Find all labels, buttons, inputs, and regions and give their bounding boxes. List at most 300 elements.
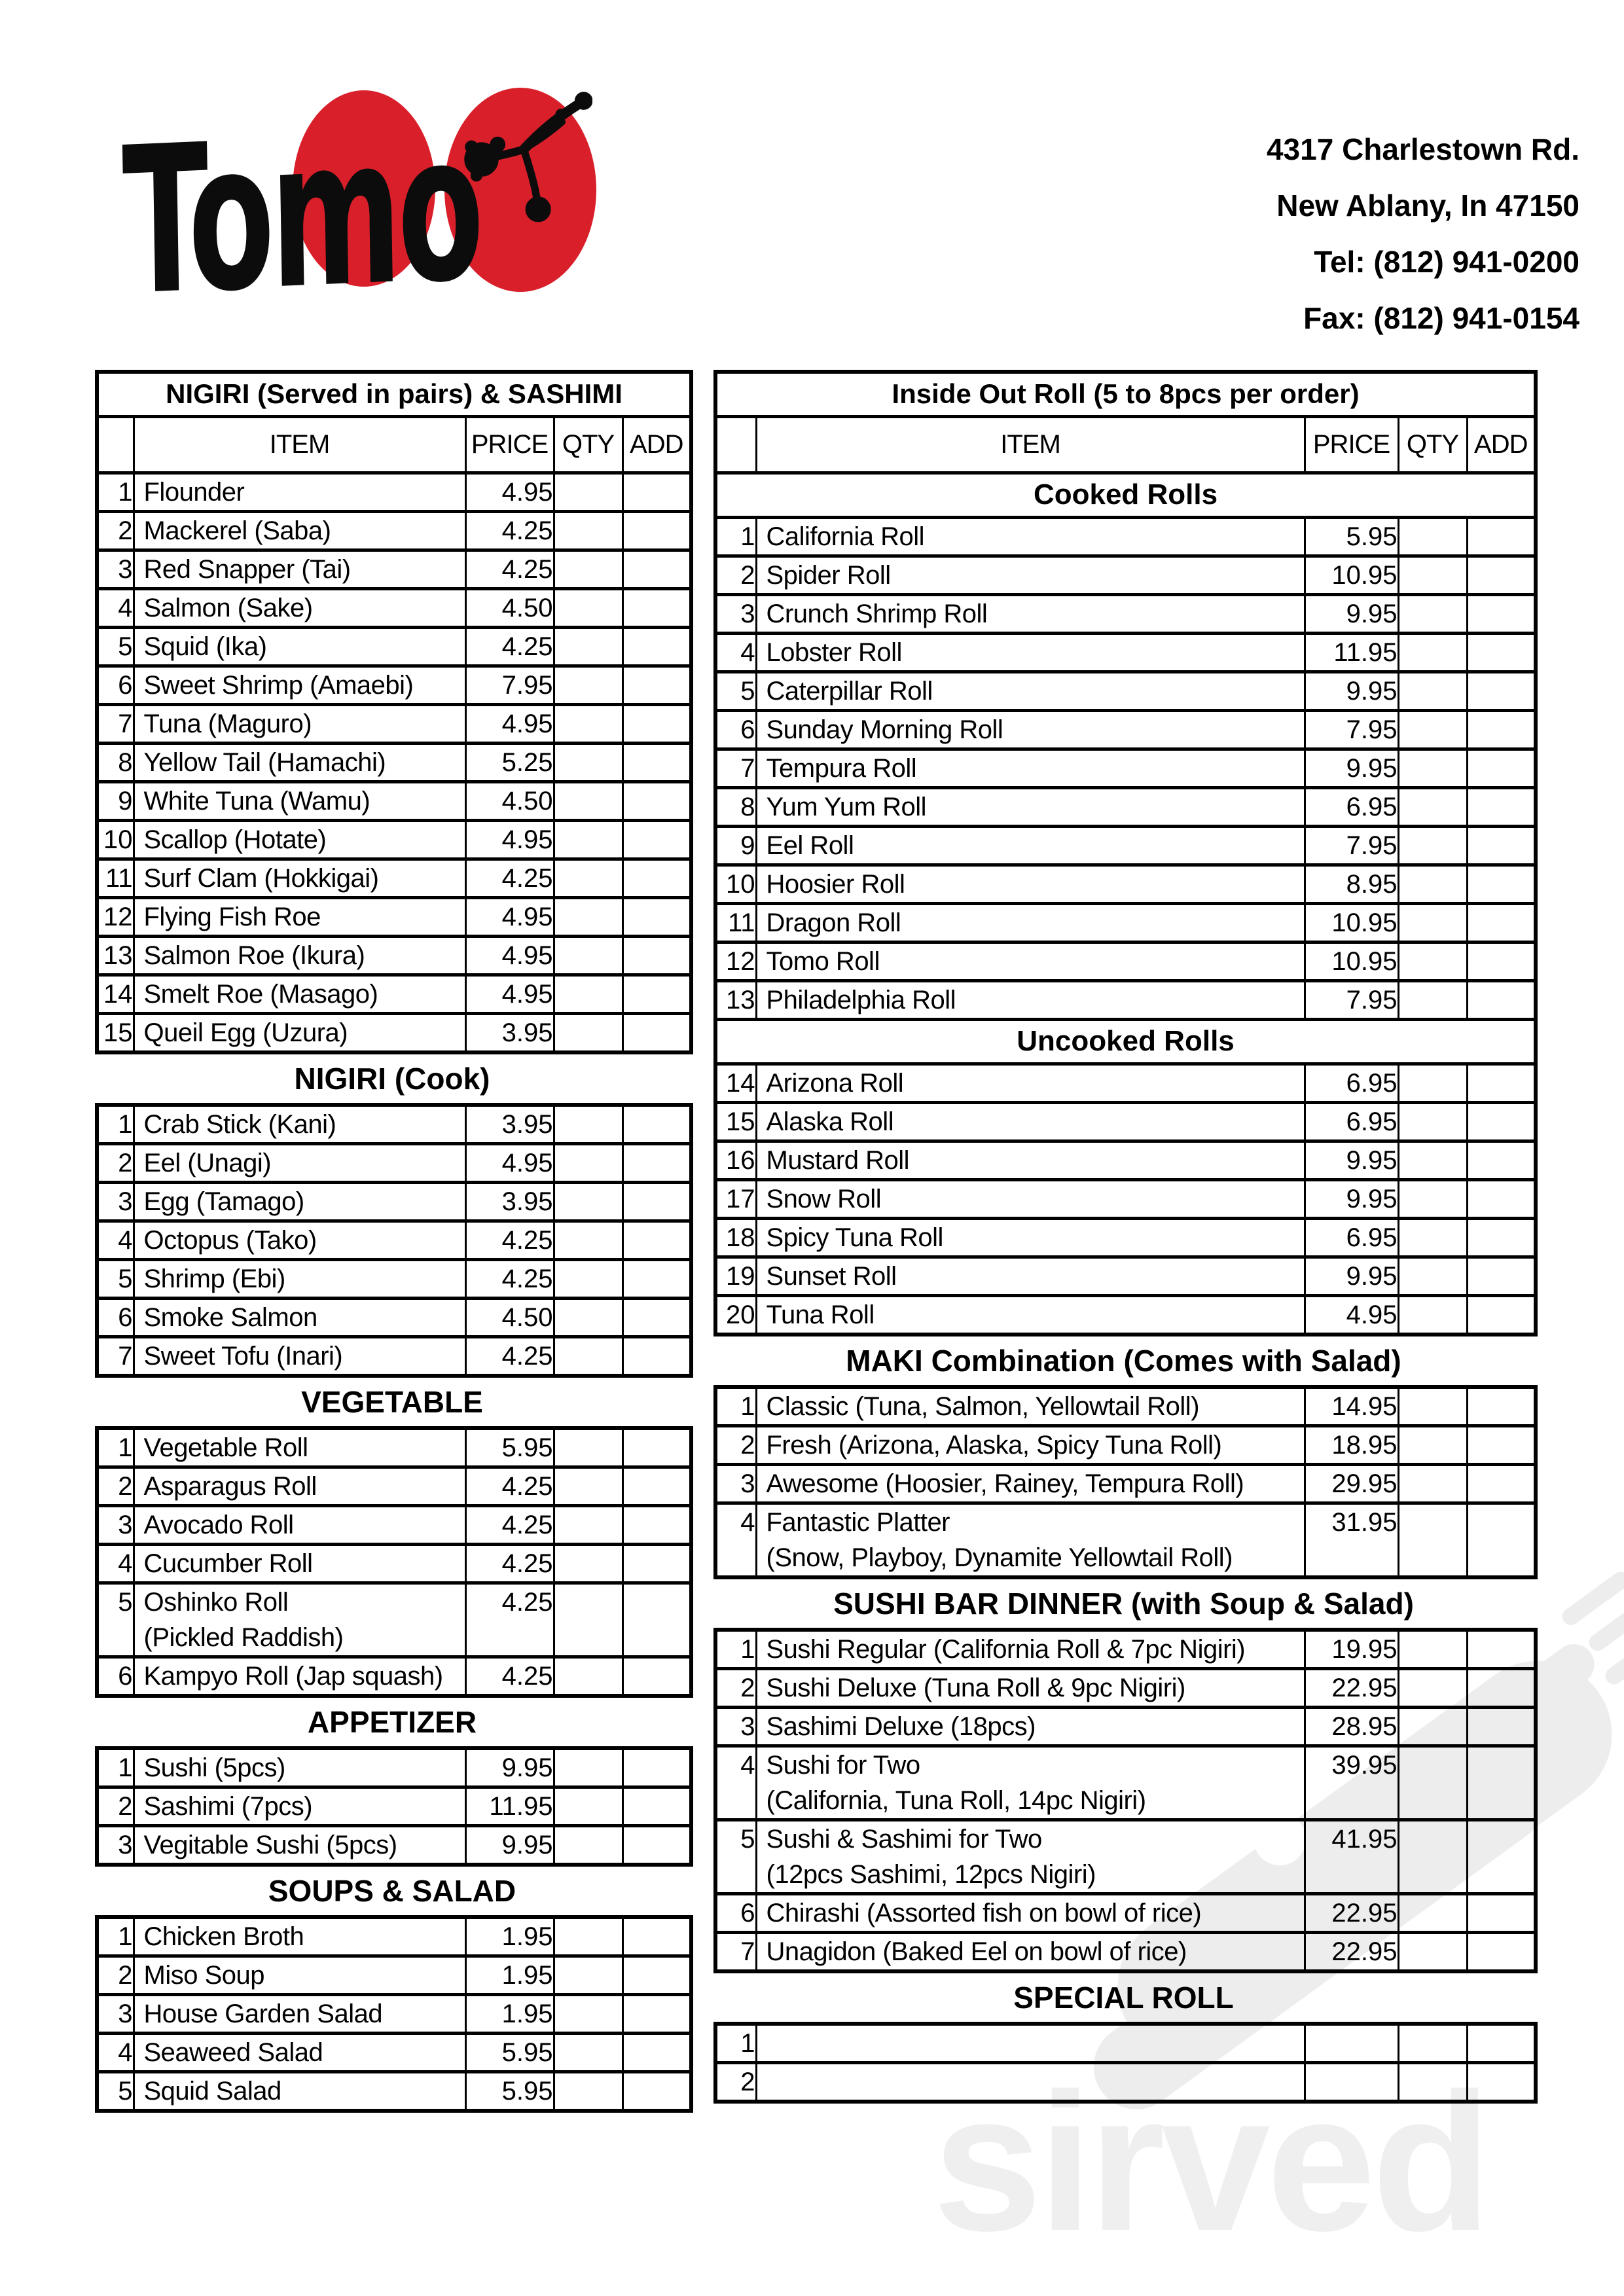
item-cell: [756, 633, 1305, 672]
item-cell: [756, 1218, 1305, 1257]
item-name: Crab Stick (Kani): [143, 1109, 336, 1139]
row-number-cell: 3: [715, 1464, 756, 1503]
menu-row: [97, 666, 691, 704]
menu-row: [97, 550, 691, 588]
menu-row: [715, 1503, 1536, 1577]
price-cell: 22.95: [1305, 1893, 1398, 1932]
item-cell: [134, 1428, 465, 1467]
item-description: (California, Tuna Roll, 14pc Nigiri): [766, 1785, 1146, 1815]
menu-row: [715, 1257, 1536, 1295]
row-number-cell: 3: [715, 594, 756, 633]
row-number-cell: 2: [715, 1426, 756, 1464]
row-number-cell: 12: [715, 942, 756, 980]
menu-row: [97, 473, 691, 511]
address-block: [1267, 121, 1579, 346]
item-cell: [756, 1464, 1305, 1503]
add-cell: [623, 1825, 691, 1865]
row-number-cell: 13: [715, 980, 756, 1019]
row-number-cell: 4: [97, 588, 134, 627]
item-name: House Garden Salad: [143, 1999, 383, 2028]
qty-cell: [1398, 1179, 1467, 1218]
price-cell: 4.50: [465, 781, 554, 820]
qty-header-cell: QTY: [554, 416, 623, 473]
item-cell: [756, 1179, 1305, 1218]
price-cell: 22.95: [1305, 1932, 1398, 1971]
price-cell: 7.95: [1305, 980, 1398, 1019]
price-cell: 4.95: [1305, 1295, 1398, 1335]
add-cell: [623, 704, 691, 743]
menu-row: [97, 1221, 691, 1259]
add-cell: [623, 1748, 691, 1787]
item-cell: [756, 1668, 1305, 1707]
add-cell: [1467, 594, 1536, 633]
menu-row: [715, 1820, 1536, 1893]
section-title: SPECIAL ROLL: [1013, 1980, 1234, 2015]
price-cell: 4.95: [465, 473, 554, 511]
row-number-cell: 7: [97, 704, 134, 743]
table-box-header: Inside Out Roll (5 to 8pcs per order): [715, 372, 1536, 416]
price-header-cell: PRICE: [1305, 416, 1398, 473]
price-cell: 11.95: [1305, 633, 1398, 672]
row-number-cell: 4: [97, 1221, 134, 1259]
item-name: Sunday Morning Roll: [766, 715, 1003, 744]
menu-row: [97, 2072, 691, 2111]
price-cell: 9.95: [1305, 749, 1398, 787]
column-header-row: [97, 416, 691, 473]
add-cell: [1467, 980, 1536, 1019]
price-cell: 3.95: [465, 1105, 554, 1144]
item-name: Salmon Roe (Ikura): [143, 941, 365, 970]
add-cell: [623, 1105, 691, 1144]
menu-row: [715, 633, 1536, 672]
menu-row: [97, 1748, 691, 1787]
menu-table: [95, 1426, 693, 1698]
item-cell: [756, 1503, 1305, 1577]
price-cell: 1.95: [465, 1917, 554, 1956]
add-cell: [1467, 1503, 1536, 1577]
section-title: SUSHI BAR DINNER (with Soup & Salad): [833, 1586, 1414, 1621]
item-name: Sushi for Two: [766, 1750, 920, 1780]
add-cell: [623, 473, 691, 511]
item-name: Mackerel (Saba): [143, 516, 331, 545]
item-cell: [134, 550, 465, 588]
price-cell: 22.95: [1305, 1668, 1398, 1707]
row-number-cell: 15: [715, 1102, 756, 1141]
item-cell: [756, 1257, 1305, 1295]
item-name: Sashimi (7pcs): [143, 1791, 313, 1821]
menu-row: [715, 1179, 1536, 1218]
item-cell: [756, 826, 1305, 865]
subsection-header: Cooked Rolls: [715, 473, 1536, 517]
item-cell: [134, 859, 465, 897]
menu-row: [97, 1428, 691, 1467]
add-cell: [1467, 1295, 1536, 1335]
add-cell: [623, 820, 691, 859]
add-cell: [623, 897, 691, 936]
add-cell: [1467, 710, 1536, 749]
qty-header-cell: QTY: [1398, 416, 1467, 473]
item-cell: [134, 1657, 465, 1696]
row-number-cell: 5: [97, 627, 134, 666]
menu-row: [97, 1105, 691, 1144]
menu-row: [715, 1218, 1536, 1257]
row-number-cell: 9: [715, 826, 756, 865]
qty-cell: [1398, 556, 1467, 594]
price-cell: 9.95: [1305, 1257, 1398, 1295]
item-name: California Roll: [766, 522, 924, 551]
menu-row: [715, 556, 1536, 594]
subsection-header: Uncooked Rolls: [715, 1019, 1536, 1064]
price-cell: 9.95: [1305, 594, 1398, 633]
item-cell: [756, 1932, 1305, 1971]
price-cell: [1305, 2024, 1398, 2063]
add-cell: [623, 1544, 691, 1583]
item-cell: [134, 1336, 465, 1376]
price-cell: 5.95: [1305, 517, 1398, 556]
row-number-cell: 6: [715, 1893, 756, 1932]
menu-table: [95, 1915, 693, 2113]
item-name: Sashimi Deluxe (18pcs): [766, 1712, 1036, 1741]
add-cell: [1467, 1464, 1536, 1503]
item-description: (12pcs Sashimi, 12pcs Nigiri): [766, 1859, 1096, 1889]
add-cell: [623, 1182, 691, 1221]
price-cell: 4.25: [465, 1259, 554, 1298]
row-number-cell: 15: [97, 1013, 134, 1052]
item-name: Oshinko Roll: [143, 1587, 289, 1617]
menu-row: [715, 1064, 1536, 1102]
row-number-cell: 13: [97, 936, 134, 975]
item-cell: [756, 1820, 1305, 1893]
row-number-cell: 10: [715, 865, 756, 903]
menu-row: [97, 1505, 691, 1544]
price-cell: 10.95: [1305, 942, 1398, 980]
item-cell: [134, 1825, 465, 1865]
item-name: Caterpillar Roll: [766, 676, 933, 706]
menu-row: [715, 1295, 1536, 1335]
menu-row: [97, 1956, 691, 1994]
item-cell: [134, 1182, 465, 1221]
item-name: Yellow Tail (Hamachi): [143, 747, 386, 777]
add-cell: [623, 1336, 691, 1376]
row-number-cell: 1: [97, 1105, 134, 1144]
add-header-cell: ADD: [1467, 416, 1536, 473]
add-cell: [1467, 1257, 1536, 1295]
item-name: Flying Fish Roe: [143, 902, 321, 931]
item-cell: [134, 1544, 465, 1583]
row-number-cell: 5: [97, 1583, 134, 1657]
menu-row: [97, 781, 691, 820]
price-cell: 4.25: [465, 627, 554, 666]
add-cell: [1467, 1218, 1536, 1257]
item-cell: [756, 1387, 1305, 1426]
item-cell: [134, 2072, 465, 2111]
qty-cell: [554, 1259, 623, 1298]
item-cell: [134, 588, 465, 627]
add-cell: [623, 936, 691, 975]
menu-row: [97, 897, 691, 936]
item-name: [757, 2026, 1304, 2061]
section-title: APPETIZER: [307, 1704, 477, 1739]
menu-row: [715, 1102, 1536, 1141]
price-cell: 4.25: [465, 511, 554, 550]
item-name: Sushi Regular (California Roll & 7pc Nigiri): [766, 1634, 1246, 1664]
item-cell: [756, 517, 1305, 556]
row-number-cell: 3: [97, 1825, 134, 1865]
fax-line: Fax: (812) 941-0154: [1303, 301, 1579, 335]
menu-row: [97, 511, 691, 550]
item-name: Asparagus Roll: [143, 1471, 317, 1501]
row-number-cell: 4: [715, 633, 756, 672]
qty-cell: [554, 1105, 623, 1144]
item-name: Miso Soup: [143, 1960, 264, 1990]
qty-cell: [1398, 903, 1467, 942]
row-number-cell: 2: [715, 1668, 756, 1707]
row-number-header-cell: [715, 416, 756, 473]
qty-cell: [554, 1657, 623, 1696]
row-number-cell: 9: [97, 781, 134, 820]
price-cell: 31.95: [1305, 1503, 1398, 1577]
item-name: Spider Roll: [766, 560, 891, 590]
add-cell: [623, 666, 691, 704]
item-name: Queil Egg (Uzura): [143, 1018, 348, 1047]
price-cell: 4.25: [465, 1544, 554, 1583]
row-number-cell: 6: [715, 710, 756, 749]
row-number-cell: 7: [97, 1336, 134, 1376]
price-header-cell: PRICE: [465, 416, 554, 473]
item-cell: [134, 511, 465, 550]
menu-table: [95, 1746, 693, 1867]
add-cell: [623, 1956, 691, 1994]
qty-cell: [1398, 1141, 1467, 1179]
price-cell: 4.25: [465, 1657, 554, 1696]
item-name: Sweet Shrimp (Amaebi): [143, 670, 414, 700]
add-cell: [623, 2072, 691, 2111]
qty-cell: [1398, 1893, 1467, 1932]
item-name: Fantastic Platter: [766, 1507, 950, 1537]
row-number-cell: 5: [97, 2072, 134, 2111]
price-cell: 10.95: [1305, 903, 1398, 942]
section-title: NIGIRI (Cook): [294, 1061, 490, 1096]
row-number-cell: 7: [715, 1932, 756, 1971]
row-number-cell: 17: [715, 1179, 756, 1218]
add-cell: [1467, 865, 1536, 903]
item-cell: [756, 710, 1305, 749]
item-name: White Tuna (Wamu): [143, 786, 370, 816]
menu-row: [97, 975, 691, 1013]
item-name: Tempura Roll: [766, 753, 917, 783]
row-number-cell: 19: [715, 1257, 756, 1295]
add-cell: [623, 1583, 691, 1657]
price-cell: 19.95: [1305, 1630, 1398, 1669]
row-number-cell: 2: [97, 1956, 134, 1994]
item-cell: [756, 2024, 1305, 2063]
price-cell: 7.95: [1305, 710, 1398, 749]
item-name: Hoosier Roll: [766, 869, 905, 899]
qty-cell: [1398, 942, 1467, 980]
row-number-cell: 4: [715, 1746, 756, 1820]
item-name: Avocado Roll: [143, 1510, 294, 1539]
qty-cell: [554, 743, 623, 781]
row-number-cell: 10: [97, 820, 134, 859]
price-cell: 4.25: [465, 1583, 554, 1657]
item-name: Yum Yum Roll: [766, 792, 926, 821]
add-cell: [1467, 826, 1536, 865]
item-cell: [134, 473, 465, 511]
item-cell: [756, 980, 1305, 1019]
item-cell: [756, 942, 1305, 980]
item-name: Flounder: [143, 477, 245, 507]
row-number-cell: 3: [97, 1182, 134, 1221]
item-cell: [756, 1707, 1305, 1746]
add-cell: [623, 1013, 691, 1052]
item-name: Squid (Ika): [143, 632, 267, 661]
row-number-cell: 6: [97, 1298, 134, 1336]
price-cell: 6.95: [1305, 1064, 1398, 1102]
menu-row: [715, 1630, 1536, 1669]
menu-table: [95, 1103, 693, 1378]
add-cell: [1467, 1820, 1536, 1893]
add-cell: [623, 1917, 691, 1956]
qty-cell: [1398, 633, 1467, 672]
row-number-cell: 1: [715, 1387, 756, 1426]
qty-cell: [1398, 826, 1467, 865]
qty-cell: [554, 1336, 623, 1376]
qty-cell: [554, 859, 623, 897]
add-cell: [1467, 942, 1536, 980]
menu-row: [715, 594, 1536, 633]
row-number-cell: 16: [715, 1141, 756, 1179]
row-number-cell: 4: [715, 1503, 756, 1577]
menu-row: [97, 1467, 691, 1505]
qty-cell: [554, 1583, 623, 1657]
qty-cell: [1398, 865, 1467, 903]
menu-row: [97, 627, 691, 666]
qty-cell: [1398, 2024, 1467, 2063]
menu-table: [713, 1628, 1538, 1973]
add-cell: [1467, 1893, 1536, 1932]
row-number-cell: 2: [97, 511, 134, 550]
qty-cell: [554, 781, 623, 820]
table-box-header: NIGIRI (Served in pairs) & SASHIMI: [97, 372, 691, 416]
row-number-cell: 5: [715, 672, 756, 710]
row-number-header-cell: [97, 416, 134, 473]
add-cell: [623, 550, 691, 588]
price-cell: 9.95: [1305, 672, 1398, 710]
item-name: Smelt Roe (Masago): [143, 979, 378, 1009]
item-cell: [134, 1013, 465, 1052]
add-cell: [1467, 672, 1536, 710]
menu-left-column: [95, 370, 689, 2113]
add-cell: [623, 781, 691, 820]
qty-cell: [554, 1298, 623, 1336]
price-cell: 1.95: [465, 1994, 554, 2033]
qty-cell: [554, 975, 623, 1013]
menu-row: [97, 1182, 691, 1221]
item-name: Crunch Shrimp Roll: [766, 599, 988, 628]
menu-row: [715, 2024, 1536, 2063]
item-description: (Pickled Raddish): [143, 1623, 344, 1652]
item-name: Mustard Roll: [766, 1145, 910, 1175]
item-name: Dragon Roll: [766, 908, 901, 937]
item-name: Kampyo Roll (Jap squash): [143, 1661, 443, 1691]
menu-row: [715, 903, 1536, 942]
add-cell: [1467, 556, 1536, 594]
add-cell: [623, 1787, 691, 1825]
item-name: Vegitable Sushi (5pcs): [143, 1830, 397, 1859]
item-name: Tuna (Maguro): [143, 709, 312, 738]
menu-row: [97, 743, 691, 781]
qty-cell: [1398, 594, 1467, 633]
item-name: Snow Roll: [766, 1184, 882, 1213]
item-cell: [756, 787, 1305, 826]
item-name: Philadelphia Roll: [766, 985, 956, 1014]
item-name: Smoke Salmon: [143, 1302, 317, 1332]
row-number-cell: 4: [97, 2033, 134, 2072]
address-line: 4317 Charlestown Rd.: [1266, 132, 1579, 166]
menu-row: [97, 859, 691, 897]
item-name: Eel Roll: [766, 831, 854, 860]
menu-right-column: [713, 370, 1534, 2104]
item-cell: [134, 975, 465, 1013]
add-cell: [1467, 1064, 1536, 1102]
row-number-cell: 8: [97, 743, 134, 781]
item-name: Surf Clam (Hokkigai): [143, 863, 379, 893]
add-cell: [623, 1221, 691, 1259]
item-cell: [756, 594, 1305, 633]
qty-cell: [1398, 1820, 1467, 1893]
qty-cell: [554, 2033, 623, 2072]
row-number-cell: 14: [97, 975, 134, 1013]
price-cell: 4.95: [465, 936, 554, 975]
item-cell: [756, 672, 1305, 710]
qty-cell: [1398, 517, 1467, 556]
menu-row: [715, 710, 1536, 749]
item-header-cell: ITEM: [756, 416, 1305, 473]
add-cell: [1467, 1141, 1536, 1179]
qty-cell: [1398, 1064, 1467, 1102]
menu-row: [97, 936, 691, 975]
row-number-cell: 18: [715, 1218, 756, 1257]
add-header-cell: ADD: [623, 416, 691, 473]
qty-cell: [554, 1467, 623, 1505]
item-cell: [134, 1583, 465, 1657]
qty-cell: [554, 1917, 623, 1956]
add-cell: [623, 1994, 691, 2033]
item-cell: [134, 897, 465, 936]
price-cell: 41.95: [1305, 1820, 1398, 1893]
item-description: (Snow, Playboy, Dynamite Yellowtail Roll): [766, 1543, 1233, 1572]
price-cell: 4.95: [465, 975, 554, 1013]
section-title: SOUPS & SALAD: [268, 1873, 516, 1908]
qty-cell: [1398, 1102, 1467, 1141]
item-cell: [756, 1426, 1305, 1464]
item-cell: [756, 1295, 1305, 1335]
qty-cell: [1398, 1630, 1467, 1669]
row-number-cell: 5: [715, 1820, 756, 1893]
menu-row: [715, 787, 1536, 826]
item-name: Alaska Roll: [766, 1107, 894, 1136]
item-cell: [134, 1467, 465, 1505]
item-cell: [134, 1787, 465, 1825]
price-cell: 7.95: [1305, 826, 1398, 865]
row-number-cell: 8: [715, 787, 756, 826]
menu-row: [715, 2062, 1536, 2102]
menu-row: [715, 826, 1536, 865]
qty-cell: [554, 1544, 623, 1583]
price-cell: 5.95: [465, 1428, 554, 1467]
item-name: Fresh (Arizona, Alaska, Spicy Tuna Roll): [766, 1430, 1222, 1460]
menu-row: [715, 1893, 1536, 1932]
